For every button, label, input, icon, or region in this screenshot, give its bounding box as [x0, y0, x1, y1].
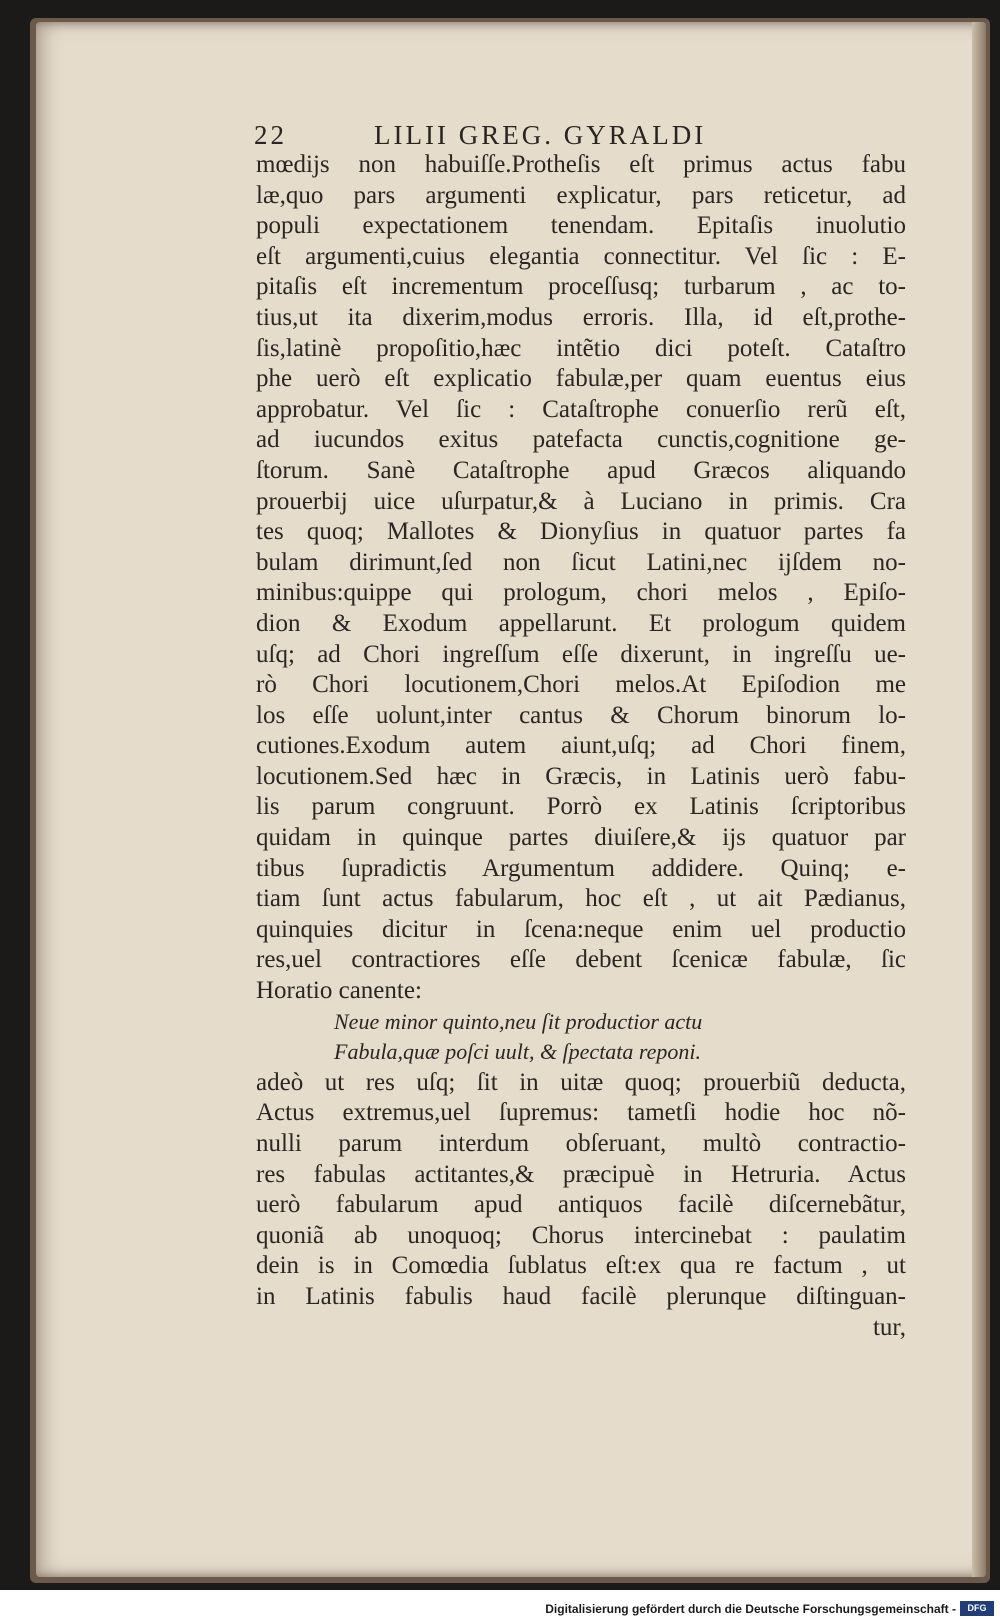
- catchword: tur,: [872, 1313, 906, 1341]
- text-line: locutionem.Sed hæc in Græcis, in Latinis uerò fabu-: [256, 762, 906, 790]
- text-line: adeò ut res uſq; ſit in uitæ quoq; prouerbiũ deducta,: [256, 1068, 906, 1096]
- page-number: 22: [254, 120, 287, 150]
- text-line: uerò fabularum apud antiquos facilè diſcernebãtur,: [256, 1191, 906, 1219]
- text-line: res fabulas actitantes,& præcipuè in Hetruria. Actus: [256, 1160, 906, 1188]
- text-line: pitaſis eſt incrementum proceſſusq; turbarum , ac to-: [256, 273, 906, 301]
- text-line: tiam ſunt actus fabularum, hoc eſt , ut ait Pædianus,: [256, 885, 906, 913]
- text-line: quinquies dicitur in ſcena:neque enim uel productio: [256, 915, 906, 943]
- verse-line: Neue minor quinto,neu ſit productior actu: [334, 1008, 703, 1034]
- text-line: dein is in Comœdia ſublatus eſt:ex qua re factum , ut: [256, 1252, 906, 1280]
- running-title: LILII GREG. GYRALDI: [374, 120, 707, 150]
- text-line: tius,ut ita dixerim,modus erroris. Illa, id eſt,prothe-: [256, 303, 906, 331]
- text-line: mœdijs non habuiſſe.Protheſis eſt primus actus fabu: [256, 151, 906, 178]
- body-text: [256, 150, 906, 1343]
- text-line: læ,quo pars argumenti explicatur, pars reticetur, ad: [256, 181, 906, 209]
- text-line: Horatio canente:: [256, 977, 422, 1005]
- text-line: cutiones.Exodum autem aiunt,uſq; ad Chori finem,: [256, 732, 906, 760]
- text-line: tibus ſupradictis Argumentum addidere. Quinq; e-: [256, 854, 906, 882]
- text-line: lis parum congruunt. Porrò ex Latinis ſcriptoribus: [256, 793, 906, 821]
- text-line: dion & Exodum appellarunt. Et prologum quidem: [256, 609, 906, 637]
- page-edge: [972, 22, 986, 1577]
- funding-credit: Digitalisierung gefördert durch die Deutsche Forschungsgemeinschaft -: [545, 1602, 956, 1616]
- text-line: tes quoq; Mallotes & Dionyſius in quatuor partes fa: [256, 518, 906, 546]
- text-line: populi expectationem tenendam. Epitaſis inuolutio: [256, 212, 906, 240]
- text-line: quidam in quinque partes diuiſere,& ijs quatuor par: [256, 824, 906, 852]
- text-line: res,uel contractiores eſſe debent ſcenicæ fabulæ, ſic: [256, 946, 906, 974]
- text-line: minibus:quippe qui prologum, chori melos , Epiſo-: [256, 579, 906, 607]
- dfg-logo: DFG: [960, 1601, 994, 1616]
- verse-line: Fabula,quæ poſci uult, & ſpectata reponi.: [334, 1039, 702, 1065]
- text-line: bulam dirimunt,ſed non ſicut Latini,nec ijſdem no-: [256, 548, 906, 576]
- text-line: approbatur. Vel ſic : Cataſtrophe conuerſio rerũ eſt,: [256, 395, 906, 423]
- text-line: ad iucundos exitus patefacta cunctis,cognitione ge-: [256, 426, 906, 454]
- text-line: los eſſe uolunt,inter cantus & Chorum binorum lo-: [256, 701, 906, 729]
- text-line: uſq; ad Chori ingreſſum eſſe dixerunt, in ingreſſu ue-: [256, 640, 906, 668]
- text-line: quoniã ab unoquoq; Chorus intercinebat : paulatim: [256, 1221, 906, 1249]
- text-line: in Latinis fabulis haud facilè plerunque diſtinguan-: [256, 1282, 906, 1310]
- text-line: prouerbij uice uſurpatur,& à Luciano in primis. Cra: [256, 487, 906, 515]
- text-line: nulli parum interdum obſeruant, multò contractio-: [256, 1130, 906, 1157]
- text-line: Actus extremus,uel ſupremus: tametſi hodie hoc nõ-: [256, 1099, 906, 1127]
- text-line: eſt argumenti,cuius elegantia connectitur. Vel ſic : E-: [256, 242, 906, 270]
- text-line: rò Chori locutionem,Chori melos.At Epiſodion me: [256, 671, 906, 699]
- text-line: ſis,latinè propoſitio,hæc intẽtio dici poteſt. Cataſtro: [256, 334, 906, 362]
- text-line: phe uerò eſt explicatio fabulæ,per quam euentus eius: [256, 365, 906, 393]
- text-line: ſtorum. Sanè Cataſtrophe apud Græcos aliquando: [256, 456, 906, 484]
- footer-bar: [0, 1598, 1000, 1623]
